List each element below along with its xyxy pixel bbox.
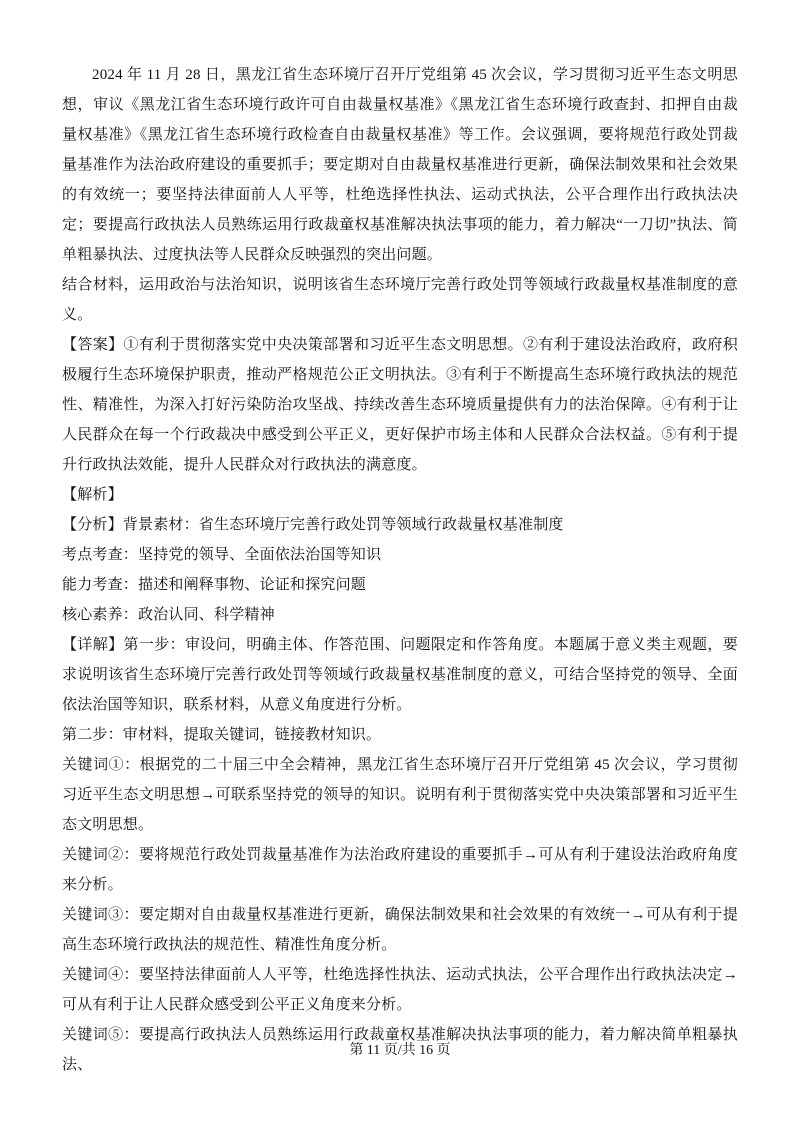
paragraph: 能力考查：描述和阐释事物、论证和探究问题 [62,577,367,593]
paragraph: 2024 年 11 月 28 日，黑龙江省生态环境厅召开厅党组第 45 次会议，学习贯彻习近平生态文明思想，审议《黑龙江省生态环境行政许可自由裁量权基准》《黑龙江省生态环境行政查封、扣押自由裁量权基准》《黑龙江省生态环境行政检查自由裁量权基准》等工作。会议强调，要将规范行政处罚裁量基准作为法治政府建设的重要抓手；要定期对自由裁量权基准进行更新，确保法制效果和社会效果的有效统一；要坚持法律面前人人平等，杜绝选择性执法、运动式执法，公平合理作出行政执法决定；要提高行政执法人员熟练运用行政裁童权基准解决执法事项的能力，着力解决“一刀切”执法、简单粗暴执法、过度执法等人民群众反映强烈的突出问题。 [62,67,738,263]
paragraph: 关键词③：要定期对自由裁量权基准进行更新，确保法制效果和社会效果的有效统一→可从有利于提高生态环境行政执法的规范性、精准性角度分析。 [62,907,738,953]
page-number-footer: 第 11 页/共 16 页 [349,1043,451,1058]
paragraph: 核心素养：政治认同、科学精神 [62,607,275,623]
paragraph: 考点考查：坚持党的领导、全面依法治国等知识 [62,547,382,563]
paragraph: 第二步：审材料，提取关键词，链接教材知识。 [62,727,382,743]
paragraph: 【分析】背景素材：省生态环境厅完善行政处罚等领域行政裁量权基准制度 [62,517,564,533]
paragraph: 关键词②：要将规范行政处罚裁量基准作为法治政府建设的重要抓手→可从有利于建设法治政府角度来分析。 [62,847,738,893]
paragraph: 关键词⑤：要提高行政执法人员熟练运用行政裁童权基准解决执法事项的能力，着力解决简单粗暴执法、 [62,1027,738,1073]
paragraph: 【解析】 [62,487,123,503]
paragraph: 关键词①：根据党的二十届三中全会精神，黑龙江省生态环境厅召开厅党组第 45 次会议，学习贯彻习近平生态文明思想→可联系坚持党的领导的知识。说明有利于贯彻落实党中央决策部署和习近平生态文明思想。 [62,757,738,833]
paragraph: 结合材料，运用政治与法治知识，说明该省生态环境厅完善行政处罚等领域行政裁量权基准制度的意义。 [62,277,738,323]
paragraph: 关键词④：要坚持法律面前人人平等，杜绝选择性执法、运动式执法，公平合理作出行政执法决定→可从有利于让人民群众感受到公平正义角度来分析。 [62,967,738,1013]
paragraph: 【答案】①有利于贯彻落实党中央决策部署和习近平生态文明思想。②有利于建设法治政府，政府积极履行生态环境保护职责，推动严格规范公正文明执法。③有利于不断提高生态环境行政执法的规范性、精准性，为深入打好污染防治攻坚战、持续改善生态环境质量提供有力的法治保障。④有利于让人民群众在每一个行政裁决中感受到公平正义，更好保护市场主体和人民群众合法权益。⑤有利于提升行政执法效能，提升人民群众对行政执法的满意度。 [62,337,738,473]
document-body [62,60,738,1080]
paragraph: 【详解】第一步：审设问，明确主体、作答范围、问题限定和作答角度。本题属于意义类主观题，要求说明该省生态环境厅完善行政处罚等领域行政裁量权基准制度的意义，可结合坚持党的领导、全面依法治国等知识，联系材料，从意义角度进行分析。 [62,637,738,713]
